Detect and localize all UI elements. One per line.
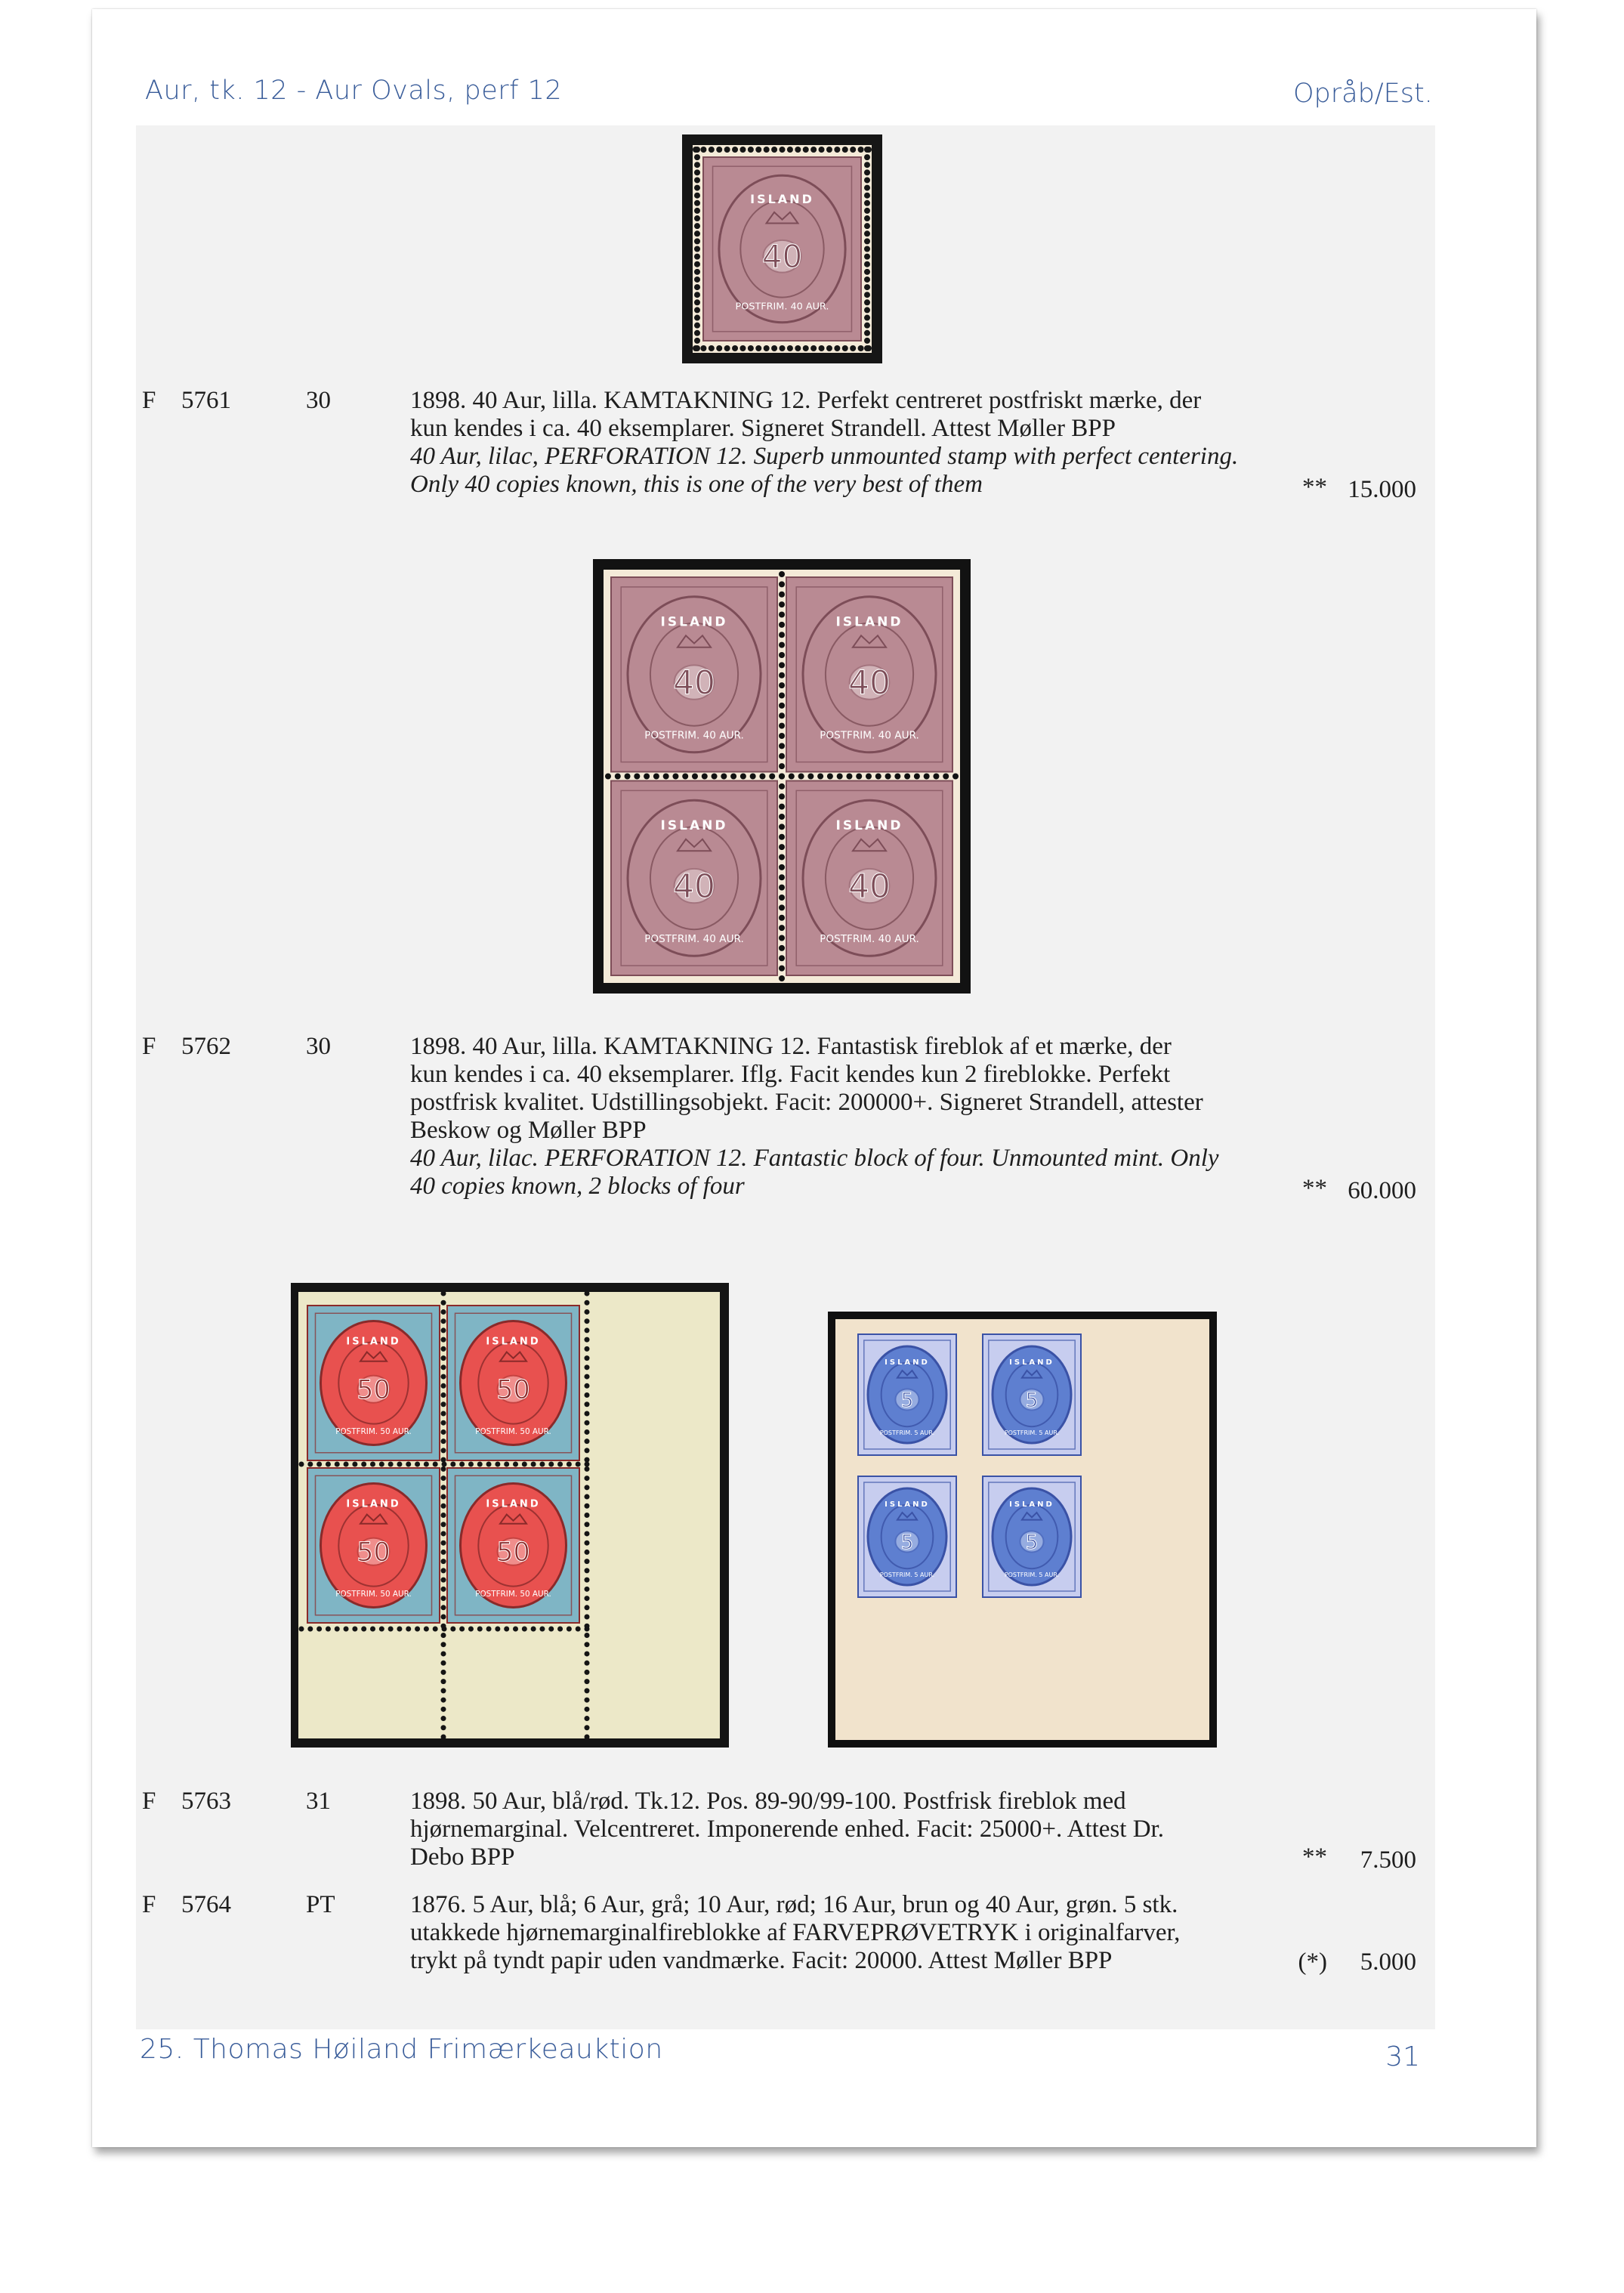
- svg-text:ISLAND: ISLAND: [486, 1336, 541, 1348]
- lot-estimate: 60.000: [1348, 1177, 1416, 1204]
- svg-text:POSTFRIM. 40 AUR.: POSTFRIM. 40 AUR.: [735, 301, 829, 313]
- lot-prefix: F: [142, 1033, 156, 1060]
- svg-text:POSTFRIM. 5 AUR.: POSTFRIM. 5 AUR.: [1004, 1429, 1060, 1436]
- page-footer-title: 25. Thomas Høiland Frimærkeauktion: [140, 2034, 663, 2065]
- lot-desc-line-en: Only 40 copies known, this is one of the very best of them: [410, 471, 983, 498]
- svg-text:50: 50: [357, 1375, 391, 1405]
- svg-text:ISLAND: ISLAND: [346, 1498, 401, 1510]
- lot-desc-line: 1876. 5 Aur, blå; 6 Aur, grå; 10 Aur, rød; 16 Aur, brun og 40 Aur, grøn. 5 stk.: [410, 1891, 1178, 1918]
- page-number: 31: [1385, 2041, 1420, 2072]
- lot-number: 5764: [181, 1891, 231, 1918]
- svg-text:ISLAND: ISLAND: [835, 817, 903, 833]
- svg-text:40: 40: [761, 237, 803, 275]
- svg-text:5: 5: [1025, 1531, 1039, 1554]
- lot-number: 5763: [181, 1788, 231, 1815]
- svg-text:50: 50: [496, 1375, 530, 1405]
- lot-description: [410, 1033, 1317, 1201]
- svg-text:40: 40: [848, 867, 891, 906]
- svg-text:40: 40: [673, 867, 715, 906]
- stamp-image-5763-block: [291, 1283, 729, 1748]
- lot-prefix: F: [142, 1788, 156, 1815]
- svg-text:POSTFRIM. 40 AUR.: POSTFRIM. 40 AUR.: [820, 729, 919, 742]
- svg-text:ISLAND: ISLAND: [346, 1336, 401, 1348]
- svg-text:ISLAND: ISLAND: [1009, 1358, 1054, 1367]
- lot-desc-line-en: 40 Aur, lilac. PERFORATION 12. Fantastic block of four. Unmounted mint. Only: [410, 1145, 1219, 1172]
- svg-text:5: 5: [900, 1389, 914, 1412]
- lot-grade: **: [1302, 1175, 1327, 1202]
- svg-text:POSTFRIM. 5 AUR.: POSTFRIM. 5 AUR.: [879, 1429, 935, 1436]
- lot-description: [410, 1788, 1317, 1871]
- svg-text:50: 50: [496, 1537, 530, 1568]
- svg-text:POSTFRIM. 5 AUR.: POSTFRIM. 5 AUR.: [879, 1571, 935, 1578]
- lot-desc-line: 1898. 50 Aur, blå/rød. Tk.12. Pos. 89-90/99-100. Postfrisk fireblok med: [410, 1788, 1126, 1815]
- svg-text:ISLAND: ISLAND: [885, 1358, 930, 1367]
- lot-desc-line: hjørnemarginal. Velcentreret. Imponerende enhed. Facit: 25000+. Attest Dr.: [410, 1816, 1164, 1843]
- svg-text:POSTFRIM. 40 AUR.: POSTFRIM. 40 AUR.: [644, 729, 744, 742]
- stamp-image-5764-block: [828, 1312, 1217, 1748]
- lot-catalog-number: PT: [306, 1891, 335, 1918]
- lot-desc-line: utakkede hjørnemarginalfireblokke af FARVEPRØVETRYK i originalfarver,: [410, 1919, 1181, 1946]
- lot-description: [410, 1891, 1317, 1975]
- lot-desc-line-en: 40 Aur, lilac, PERFORATION 12. Superb unmounted stamp with perfect centering.: [410, 443, 1239, 470]
- svg-text:POSTFRIM. 50 AUR.: POSTFRIM. 50 AUR.: [335, 1590, 412, 1599]
- lot-number: 5761: [181, 387, 231, 414]
- svg-text:5: 5: [1025, 1389, 1039, 1412]
- svg-text:5: 5: [900, 1531, 914, 1554]
- lot-prefix: F: [142, 387, 156, 414]
- svg-text:ISLAND: ISLAND: [835, 614, 903, 630]
- lot-description: [410, 387, 1317, 499]
- svg-text:POSTFRIM. 50 AUR.: POSTFRIM. 50 AUR.: [335, 1427, 412, 1437]
- lot-desc-line-en: 40 copies known, 2 blocks of four: [410, 1173, 745, 1200]
- svg-text:ISLAND: ISLAND: [660, 817, 728, 833]
- lot-estimate: 15.000: [1348, 476, 1416, 503]
- lot-estimate: 7.500: [1360, 1846, 1416, 1874]
- stamp-image-5762-block: [593, 559, 971, 994]
- svg-text:ISLAND: ISLAND: [660, 614, 728, 630]
- lot-desc-line: 1898. 40 Aur, lilla. KAMTAKNING 12. Perfekt centreret postfriskt mærke, der: [410, 387, 1202, 414]
- lot-desc-line: 1898. 40 Aur, lilla. KAMTAKNING 12. Fantastisk fireblok af et mærke, der: [410, 1033, 1172, 1060]
- svg-text:POSTFRIM. 5 AUR.: POSTFRIM. 5 AUR.: [1004, 1571, 1060, 1578]
- lot-number: 5762: [181, 1033, 231, 1060]
- lot-desc-line: Beskow og Møller BPP: [410, 1117, 647, 1144]
- lot-prefix: F: [142, 1891, 156, 1918]
- lot-catalog-number: 30: [306, 1033, 331, 1060]
- page-header-estimate-label: Opråb/Est.: [1293, 79, 1433, 109]
- lot-desc-line: postfrisk kvalitet. Udstillingsobjekt. Facit: 200000+. Signeret Strandell, attester: [410, 1089, 1203, 1116]
- svg-text:50: 50: [357, 1537, 391, 1568]
- lot-grade: (*): [1298, 1948, 1327, 1976]
- lot-desc-line: trykt på tyndt papir uden vandmærke. Facit: 20000. Attest Møller BPP: [410, 1947, 1113, 1974]
- svg-text:40: 40: [848, 663, 891, 703]
- lot-desc-line: kun kendes i ca. 40 eksemplarer. Signeret Strandell. Attest Møller BPP: [410, 415, 1116, 442]
- page-header-title: Aur, tk. 12 - Aur Ovals, perf 12: [145, 76, 563, 106]
- svg-text:40: 40: [673, 663, 715, 703]
- svg-text:POSTFRIM. 50 AUR.: POSTFRIM. 50 AUR.: [475, 1590, 551, 1599]
- lot-grade: **: [1302, 474, 1327, 501]
- lot-desc-line: kun kendes i ca. 40 eksemplarer. Iflg. Facit kendes kun 2 fireblokke. Perfekt: [410, 1061, 1171, 1088]
- svg-text:POSTFRIM. 50 AUR.: POSTFRIM. 50 AUR.: [475, 1427, 551, 1437]
- svg-text:ISLAND: ISLAND: [885, 1500, 930, 1509]
- lot-desc-line: Debo BPP: [410, 1843, 515, 1871]
- lot-catalog-number: 30: [306, 387, 331, 414]
- lot-catalog-number: 31: [306, 1788, 331, 1815]
- svg-text:POSTFRIM. 40 AUR.: POSTFRIM. 40 AUR.: [820, 933, 919, 946]
- svg-text:ISLAND: ISLAND: [1009, 1500, 1054, 1509]
- stamp-image-5761: [682, 134, 882, 363]
- lot-grade: **: [1302, 1843, 1327, 1871]
- lot-estimate: 5.000: [1360, 1948, 1416, 1976]
- svg-text:ISLAND: ISLAND: [750, 191, 814, 206]
- svg-text:POSTFRIM. 40 AUR.: POSTFRIM. 40 AUR.: [644, 933, 744, 946]
- svg-text:ISLAND: ISLAND: [486, 1498, 541, 1510]
